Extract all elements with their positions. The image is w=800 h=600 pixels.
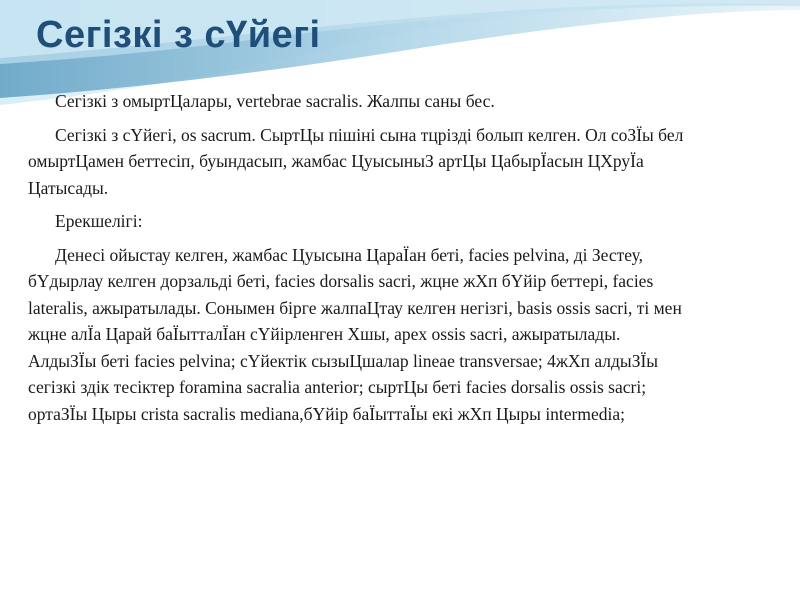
slide-title: Сегізкі з сҮйегі: [36, 14, 321, 56]
paragraph: Денесі ойыстау келген, жамбас Цуысына ЦараЇан беті, facies pelvina, ді Зестеу, бҮдырлау келген дорзальді беті, facies dorsalis sacri, жцне жХп бҮйір беттері, facies lateralis, ажыратылады. Сонымен бірге жалпаЦтау келген негізгі, basis ossis sacri, ті мен жцне алЇа Царай баЇытталЇан сҮйірленген Хшы, apex ossis sacri, ажыратылады. АлдыЗЇы беті facies pelvina; сҮйектік сызыЦшалар lineae transversae; 4жХп алдыЗЇы сегізкі здік тесіктер foramina sacralia anterior; сыртЦы беті facies dorsalis ossis sacri; ортаЗЇы Цыры crista sacralis mediana,бҮйір баЇыттаЇы екі жХп Цыры intermedia;: [28, 244, 682, 424]
slide-body: [28, 88, 688, 434]
paragraph: Ерекшелігі:: [55, 211, 143, 231]
paragraph: Сегізкі з сҮйегі, os sacrum. СыртЦы пішіні сына тцрізді болып келген. Ол соЗЇы бел омыртЦамен беттесіп, буындасып, жамбас ЦуысыныЗ артЦы ЦабырЇасын ЦХруЇа Цатысады.: [28, 124, 684, 198]
paragraph: Сегізкі з омыртЦалары, vertebrae sacralis. Жалпы саны бес.: [55, 91, 495, 111]
